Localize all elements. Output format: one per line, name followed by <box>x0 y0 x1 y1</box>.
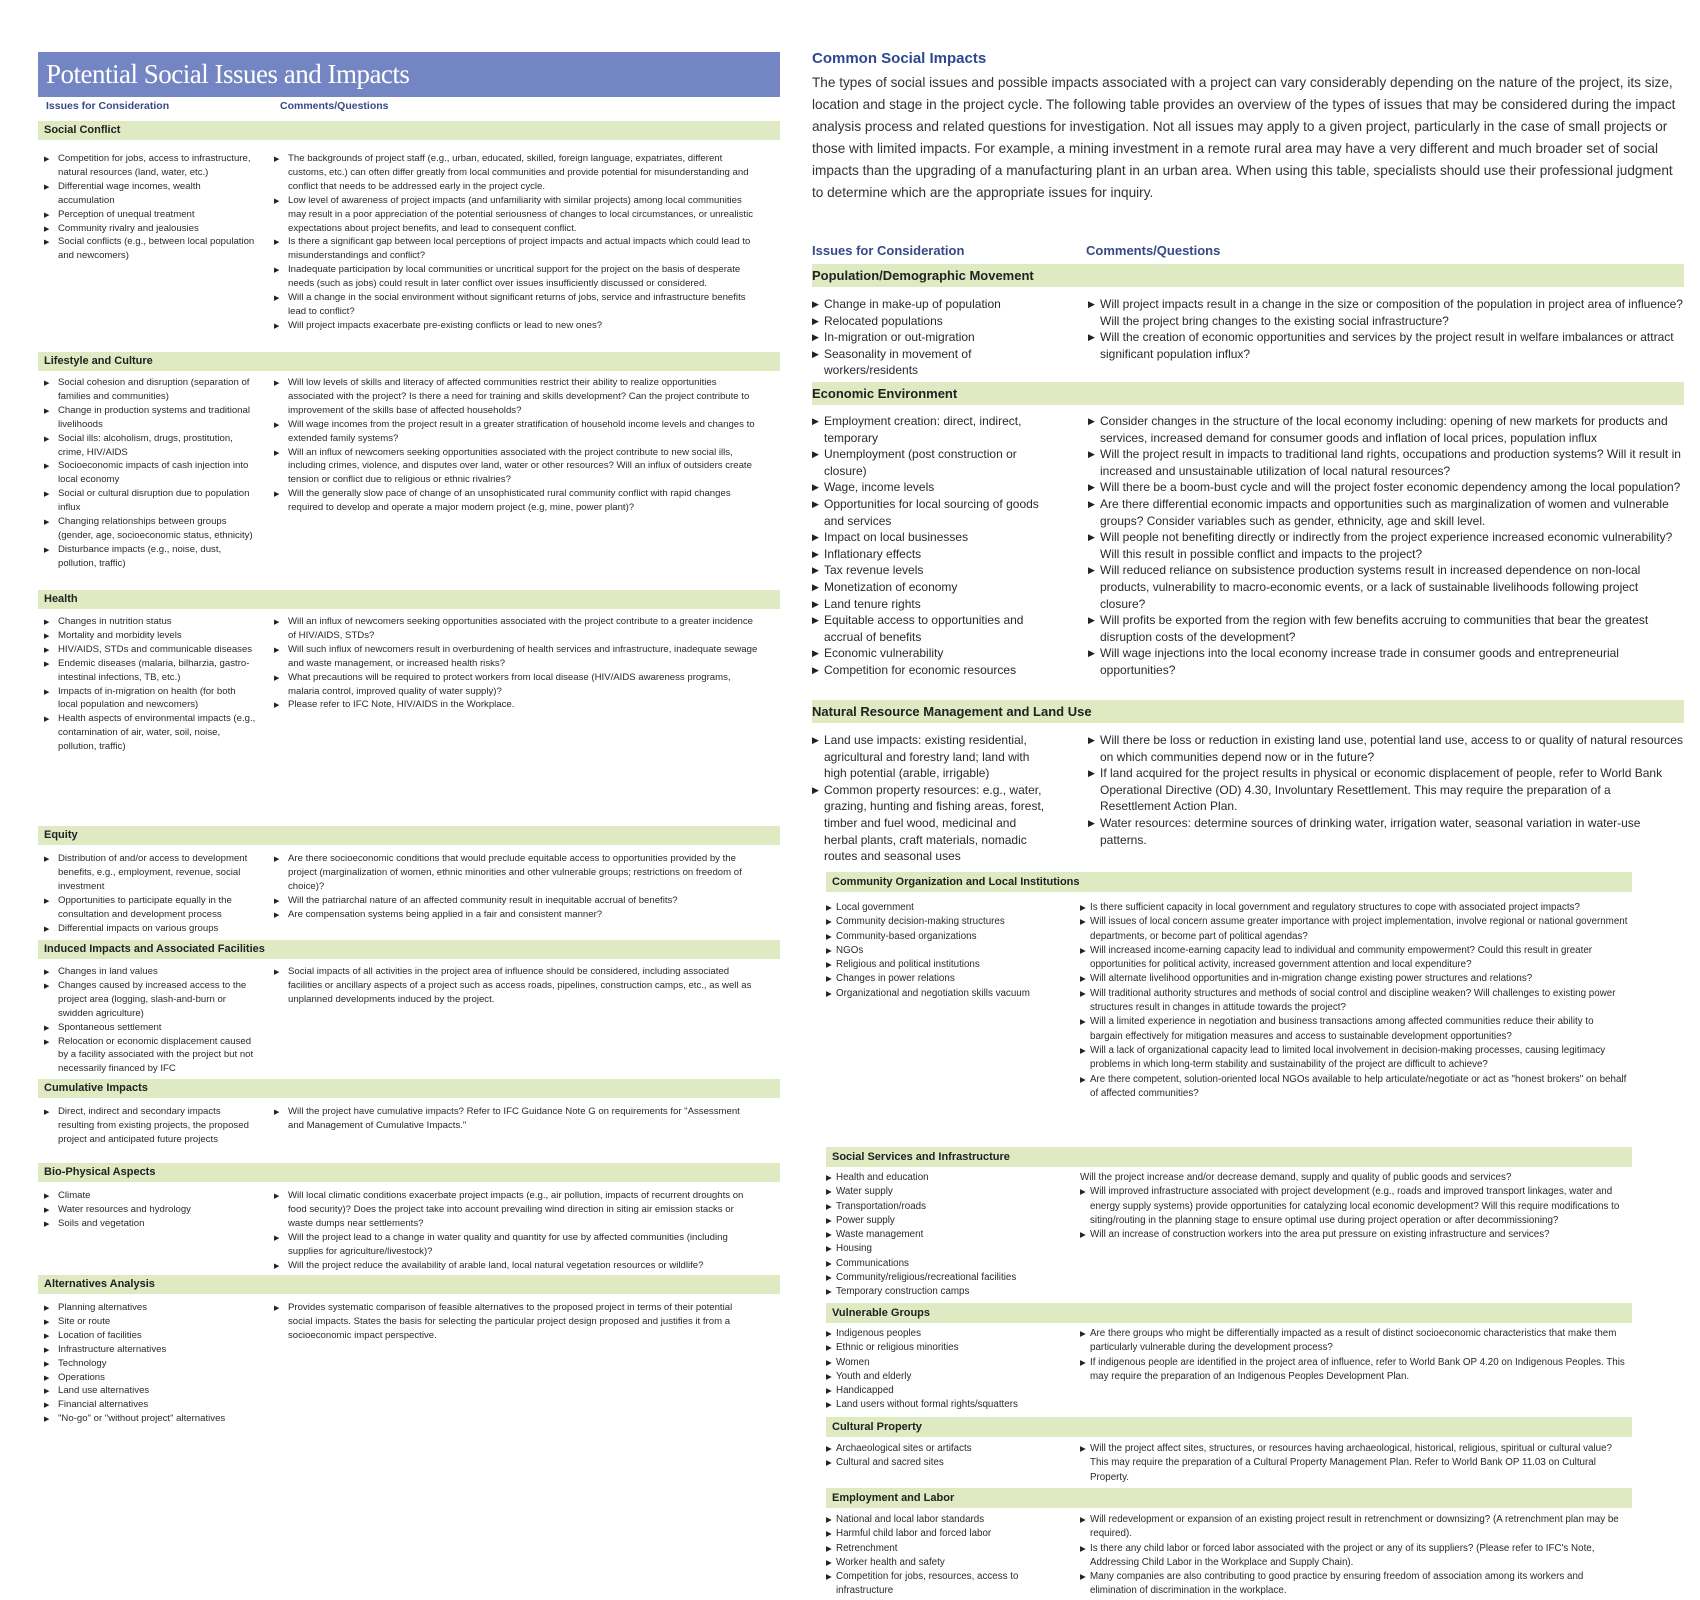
list-item: ▶ Social cohesion and disruption (separation of families and communities) <box>44 376 256 404</box>
list-item: ▶ Will there be loss or reduction in existing land use, potential land use, access to or quality of natural resources on which communities depend now or in the future? <box>1088 732 1684 765</box>
list-item: ▶ Economic vulnerability <box>812 645 1050 662</box>
list-item: ▶ Women <box>826 1356 1054 1370</box>
list-item: ▶ Employment creation: direct, indirect, temporary <box>812 413 1050 446</box>
section-body-community-organization <box>826 901 1628 1101</box>
list-item: ▶ Power supply <box>826 1214 1054 1228</box>
list-item: ▶ Competition for jobs, access to infrastructure, natural resources (land, water, etc.) <box>44 152 256 180</box>
comments-list <box>274 852 758 935</box>
list-item: ▶ Religious and political institutions <box>826 958 1054 972</box>
section-header-social-conflict: Social Conflict <box>38 121 780 140</box>
issues-list <box>44 1189 256 1272</box>
section-header-vulnerable-groups: Vulnerable Groups <box>826 1303 1632 1323</box>
issues-list <box>826 1327 1054 1413</box>
list-item: ▶ Mortality and morbidity levels <box>44 629 256 643</box>
list-item: ▶ Socioeconomic impacts of cash injection into local economy <box>44 459 256 487</box>
issues-list <box>826 1171 1054 1300</box>
comments-column-header: Comments/Questions <box>280 100 389 112</box>
list-item: ▶ Will improved infrastructure associated with project development (e.g., roads and improved transport linkages, water and energy supply systems) provide opportunities for catalyzing local economic development? Will this require modifications to siting/routing in the planning stage to ensure optimal use during project operation or after decommissioning? <box>1080 1185 1628 1228</box>
list-item: ▶ Competition for economic resources <box>812 662 1050 679</box>
list-item: ▶ Will the project have cumulative impacts? Refer to IFC Guidance Note G on requirements for "Assessment and Management of Cumulative Impacts." <box>274 1105 758 1133</box>
section-body-alternatives <box>38 1301 758 1426</box>
list-item: ▶ Changes caused by increased access to the project area (logging, slash-and-burn or swidden agriculture) <box>44 979 256 1021</box>
list-item: ▶ If land acquired for the project results in physical or economic displacement of people, refer to World Bank Operational Directive (OD) 4.30, Involuntary Resettlement. This may require the preparation of a Resettlement Action Plan. <box>1088 765 1684 815</box>
section-body-employment-labor <box>826 1513 1628 1599</box>
section-header-community-organization: Community Organization and Local Institutions <box>826 872 1632 892</box>
list-item: ▶ Perception of unequal treatment <box>44 208 256 222</box>
section-header-induced-impacts: Induced Impacts and Associated Facilities <box>38 940 780 959</box>
issues-list <box>826 1513 1054 1599</box>
issues-list <box>826 1442 1054 1485</box>
list-item: ▶ Land use impacts: existing residential, agricultural and forestry land; land with high potential (arable, irrigable) <box>812 732 1050 782</box>
section-header-equity: Equity <box>38 826 780 845</box>
list-item: ▶ Endemic diseases (malaria, bilharzia, gastro-intestinal infections, TB, etc.) <box>44 657 256 685</box>
list-item: ▶ Wage, income levels <box>812 479 1050 496</box>
list-item: ▶ Will the patriarchal nature of an affected community result in inequitable accrual of benefits? <box>274 894 758 908</box>
section-body-natural-resource <box>812 732 1684 865</box>
issues-list <box>44 965 256 1076</box>
list-item: ▶ Are there differential economic impacts and opportunities such as marginalization of women and vulnerable groups? Consider variables such as gender, ethnicity, age and skill level. <box>1088 496 1684 529</box>
list-item: ▶ Infrastructure alternatives <box>44 1343 256 1357</box>
comments-list <box>274 965 758 1076</box>
comments-list <box>274 376 758 571</box>
list-item: ▶ Changes in nutrition status <box>44 615 256 629</box>
list-item: ▶ Relocation or economic displacement caused by a facility associated with the project but not necessarily financed by IFC <box>44 1035 256 1077</box>
list-item: ▶ Operations <box>44 1371 256 1385</box>
section-header-lifestyle-culture: Lifestyle and Culture <box>38 352 780 371</box>
list-item: ▶ Local government <box>826 901 1054 915</box>
comments-list <box>1088 413 1684 679</box>
list-item: ▶ Community rivalry and jealousies <box>44 222 256 236</box>
list-item: ▶ Land users without formal rights/squatters <box>826 1398 1054 1412</box>
list-item: ▶ Will wage incomes from the project result in a greater stratification of household income levels and changes to extended family systems? <box>274 418 758 446</box>
list-item: ▶ Impact on local businesses <box>812 529 1050 546</box>
list-item: ▶ Monetization of economy <box>812 579 1050 596</box>
list-item: ▶ Provides systematic comparison of feasible alternatives to the proposed project in terms of their potential social impacts. States the basis for selecting the particular project design proposed and justifies it from a socioeconomic impact perspective. <box>274 1301 758 1343</box>
section-header-natural-resource: Natural Resource Management and Land Use <box>812 700 1684 723</box>
list-item: ▶ Community/religious/recreational facilities <box>826 1271 1054 1285</box>
list-item: ▶ Will the project lead to a change in water quality and quantity for use by affected communities (including supplies for agriculture/livestock)? <box>274 1231 758 1259</box>
list-item: ▶ Will profits be exported from the region with few benefits accruing to communities that bear the greatest disruption costs of the development? <box>1088 612 1684 645</box>
section-body-social-conflict <box>38 152 758 333</box>
list-item: ▶ Will a lack of organizational capacity lead to limited local involvement in decision-making processes, causing legitimacy problems in which long-term stability and sustainability of the project are difficult to achieve? <box>1080 1044 1628 1073</box>
comments-list <box>1088 732 1684 865</box>
list-item: ▶ Will people not benefiting directly or indirectly from the project experience increased economic vulnerability? Will this result in possible conflict and impacts to the project? <box>1088 529 1684 562</box>
list-item: ▶ Low level of awareness of project impacts (and unfamiliarity with similar projects) among local communities may result in a poor appreciation of the potential seriousness of changes to local circumstances, or unrealistic expectations about project benefits, and lead to consequent conflict. <box>274 194 758 236</box>
section-header-bio-physical: Bio-Physical Aspects <box>38 1163 780 1182</box>
issues-column-header: Issues for Consideration <box>46 100 170 112</box>
section-header-population: Population/Demographic Movement <box>812 264 1684 287</box>
list-item: ▶ Communications <box>826 1257 1054 1271</box>
list-item: ▶ Is there a significant gap between local perceptions of project impacts and actual impacts which could lead to misunderstandings and conflict? <box>274 235 758 263</box>
list-item: ▶ HIV/AIDS, STDs and communicable diseases <box>44 643 256 657</box>
list-item: ▶ Many companies are also contributing to good practice by ensuring freedom of association among its workers and elimination of discrimination in the workplace. <box>1080 1570 1628 1599</box>
section-body-vulnerable-groups <box>826 1327 1628 1413</box>
comments-list <box>1080 1185 1628 1242</box>
issues-list <box>44 1105 256 1147</box>
section-body-equity <box>38 852 758 935</box>
list-item: ▶ Land tenure rights <box>812 596 1050 613</box>
list-item: ▶ Inadequate participation by local communities or uncritical support for the project on the basis of desperate needs (such as jobs) could result in later conflict over issues insufficiently discussed or considered. <box>274 263 758 291</box>
list-item: ▶ Cultural and sacred sites <box>826 1456 1054 1470</box>
list-item: ▶ The backgrounds of project staff (e.g., urban, educated, skilled, foreign language, expatriates, different customs, etc.) can often differ greatly from local communities and provide potential for misunderstanding and conflict that needs to be addressed early in the project cycle. <box>274 152 758 194</box>
list-item: ▶ Are there socioeconomic conditions that would preclude equitable access to opportunities provided by the project (marginalization of women, ethnic minorities and other vulnerable groups; restrictions on freedom of choice)? <box>274 852 758 894</box>
list-item: ▶ Will the project result in impacts to traditional land rights, occupations and production systems? Will it result in increased and unsustainable utilization of local natural resources? <box>1088 446 1684 479</box>
list-item: ▶ Opportunities for local sourcing of goods and services <box>812 496 1050 529</box>
intro-paragraph: The types of social issues and possible impacts associated with a project can vary considerably depending on the nature of the project, its size, location and stage in the project cycle. The following table provides an overview of the types of issues that may be considered during the impact analysis process and related questions for investigation. Not all issues may apply to a given project, particularly in the case of small projects or those with limited impacts. For example, a mining investment in a remote rural area may have a very different and much broader set of social impacts than the upgrading of a manufacturing plant in an urban area. When using this table, specialists should use their professional judgment to determine which are the appropriate issues for inquiry. <box>812 75 1676 200</box>
comments-list <box>1080 1513 1628 1599</box>
list-item: ▶ Youth and elderly <box>826 1370 1054 1384</box>
list-item: ▶ Archaeological sites or artifacts <box>826 1442 1054 1456</box>
list-item: ▶ Harmful child labor and forced labor <box>826 1527 1054 1541</box>
comments-list <box>274 1301 758 1426</box>
section-body-cumulative-impacts <box>38 1105 758 1147</box>
list-item: ▶ Is there any child labor or forced labor associated with the project or any of its suppliers? (Please refer to IFC's Note, Addressing Child Labor in the Workplace and Supply Chain). <box>1080 1542 1628 1571</box>
list-item: ▶ Soils and vegetation <box>44 1217 256 1231</box>
list-item: ▶ Changing relationships between groups (gender, age, socioeconomic status, ethnicity) <box>44 515 256 543</box>
list-item: ▶ Change in production systems and traditional livelihoods <box>44 404 256 432</box>
list-item: ▶ Will issues of local concern assume greater importance with project implementation, involve regional or national government departments, or become part of political agendas? <box>1080 915 1628 944</box>
comments-list <box>274 152 758 333</box>
comments-lead: Will the project increase and/or decrease demand, supply and quality of public goods and services? <box>1080 1172 1512 1183</box>
list-item: ▶ Waste management <box>826 1228 1054 1242</box>
section-body-induced-impacts <box>38 965 758 1076</box>
list-item: ▶ Organizational and negotiation skills vacuum <box>826 987 1054 1001</box>
list-item: ▶ Transportation/roads <box>826 1200 1054 1214</box>
list-item: ▶ Health and education <box>826 1171 1054 1185</box>
list-item: ▶ Social impacts of all activities in the project area of influence should be considered, including associated facilities or ancillary aspects of a project such as access roads, pipelines, construction camps, etc., as well as unplanned developments induced by the project. <box>274 965 758 1007</box>
comments-list <box>274 1189 758 1272</box>
list-item: ▶ Will low levels of skills and literacy of affected communities restrict their ability to realize opportunities associated with the project? Is there a need for training and skills development? Can the project contribute to improvement of the skills base of affected households? <box>274 376 758 418</box>
section-header-economic: Economic Environment <box>812 382 1684 405</box>
issues-list <box>812 296 1050 379</box>
list-item: ▶ Will a limited experience in negotiation and business transactions among affected communities reduce their ability to bargain effectively for mitigation measures and access to sustainable development opportunities? <box>1080 1015 1628 1044</box>
list-item: ▶ Change in make-up of population <box>812 296 1050 313</box>
section-body-health <box>38 615 758 754</box>
list-item: ▶ What precautions will be required to protect workers from local disease (HIV/AIDS awareness programs, malaria control, improved quality of water supply)? <box>274 671 758 699</box>
list-item: ▶ Competition for jobs, resources, access to infrastructure <box>826 1570 1054 1599</box>
list-item: ▶ Will the creation of economic opportunities and services by the project result in welfare imbalances or attract significant population influx? <box>1088 329 1684 362</box>
list-item: ▶ Worker health and safety <box>826 1556 1054 1570</box>
issues-list <box>826 901 1054 1101</box>
list-item: ▶ Land use alternatives <box>44 1384 256 1398</box>
list-item: ▶ "No-go" or "without project" alternatives <box>44 1412 256 1426</box>
section-body-economic <box>812 413 1684 679</box>
list-item: ▶ Will redevelopment or expansion of an existing project result in retrenchment or downsizing? (A retrenchment plan may be required). <box>1080 1513 1628 1542</box>
section-header-cultural-property: Cultural Property <box>826 1417 1632 1437</box>
list-item: ▶ Please refer to IFC Note, HIV/AIDS in the Workplace. <box>274 698 758 712</box>
comments-list <box>274 1105 758 1147</box>
list-item: ▶ Technology <box>44 1357 256 1371</box>
list-item: ▶ Direct, indirect and secondary impacts resulting from existing projects, the proposed project and anticipated future projects <box>44 1105 256 1147</box>
list-item: ▶ Will a change in the social environment without significant returns of jobs, service and infrastructure benefits lead to conflict? <box>274 291 758 319</box>
list-item: ▶ Ethnic or religious minorities <box>826 1341 1054 1355</box>
list-item: ▶ Differential wage incomes, wealth accumulation <box>44 180 256 208</box>
list-item: ▶ Will traditional authority structures and methods of social control and discipline weaken? Will challenges to existing power structures result in changes in attitude towards the project? <box>1080 987 1628 1016</box>
list-item: ▶ National and local labor standards <box>826 1513 1054 1527</box>
list-item: ▶ Will such influx of newcomers result in overburdening of health services and infrastructure, inadequate sewage and waste management, or increased health risks? <box>274 643 758 671</box>
section-header-cumulative-impacts: Cumulative Impacts <box>38 1079 780 1098</box>
page-title-banner: Potential Social Issues and Impacts <box>38 52 780 97</box>
comments-block <box>1080 1171 1628 1300</box>
list-item: ▶ Seasonality in movement of workers/residents <box>812 346 1050 379</box>
list-item: ▶ Changes in power relations <box>826 972 1054 986</box>
list-item: ▶ Location of facilities <box>44 1329 256 1343</box>
list-item: ▶ Will alternate livelihood opportunities and in-migration change existing power structures and relations? <box>1080 972 1628 986</box>
comments-list <box>1080 901 1628 1101</box>
list-item: ▶ Will an influx of newcomers seeking opportunities associated with the project contribute to new social ills, including crimes, violence, and disputes over land, water or other resources? Will an influx of outsiders create tension or conflict due to religious or ethnic rivalries? <box>274 446 758 488</box>
list-item: ▶ Will an increase of construction workers into the area put pressure on existing infrastructure and services? <box>1080 1228 1628 1242</box>
list-item: ▶ Temporary construction camps <box>826 1285 1054 1299</box>
issues-column-header: Issues for Consideration <box>812 243 965 258</box>
list-item: ▶ Spontaneous settlement <box>44 1021 256 1035</box>
list-item: ▶ Consider changes in the structure of the local economy including: opening of new markets for products and services, increased demand for consumer goods and inflation of local prices, population influx <box>1088 413 1684 446</box>
list-item: ▶ Distribution of and/or access to development benefits, e.g., employment, revenue, social investment <box>44 852 256 894</box>
list-item: ▶ Financial alternatives <box>44 1398 256 1412</box>
list-item: ▶ Will the project reduce the availability of arable land, local natural vegetation resources or wildlife? <box>274 1259 758 1273</box>
list-item: ▶ Will wage injections into the local economy increase trade in consumer goods and entrepreneurial opportunities? <box>1088 645 1684 678</box>
list-item: ▶ Common property resources: e.g., water, grazing, hunting and fishing areas, forest, timber and fuel wood, medicinal and herbal plants, craft materials, nomadic routes and seasonal uses <box>812 782 1050 865</box>
section-header-employment-labor: Employment and Labor <box>826 1488 1632 1508</box>
section-body-cultural-property <box>826 1442 1628 1485</box>
list-item: ▶ Health aspects of environmental impacts (e.g., contamination of air, water, soil, noise, pollution, traffic) <box>44 712 256 754</box>
comments-list <box>1080 1327 1628 1413</box>
list-item: ▶ Tax revenue levels <box>812 562 1050 579</box>
list-item: ▶ Relocated populations <box>812 313 1050 330</box>
comments-list <box>1080 1442 1628 1485</box>
list-item: ▶ Will project impacts exacerbate pre-existing conflicts or lead to new ones? <box>274 319 758 333</box>
list-item: ▶ Are compensation systems being applied in a fair and consistent manner? <box>274 908 758 922</box>
section-body-bio-physical <box>38 1189 758 1272</box>
list-item: ▶ Planning alternatives <box>44 1301 256 1315</box>
list-item: ▶ Water supply <box>826 1185 1054 1199</box>
list-item: ▶ Will an influx of newcomers seeking opportunities associated with the project contribute to a greater incidence of HIV/AIDS, STDs? <box>274 615 758 643</box>
list-item: ▶ Equitable access to opportunities and accrual of benefits <box>812 612 1050 645</box>
list-item: ▶ Changes in land values <box>44 965 256 979</box>
list-item: ▶ Social or cultural disruption due to population influx <box>44 487 256 515</box>
section-header-health: Health <box>38 590 780 609</box>
list-item: ▶ Retrenchment <box>826 1542 1054 1556</box>
section-body-lifestyle-culture <box>38 376 758 571</box>
list-item: ▶ Site or route <box>44 1315 256 1329</box>
list-item: ▶ Water resources and hydrology <box>44 1203 256 1217</box>
list-item: ▶ Will increased income-earning capacity lead to individual and community empowerment? Could this result in greater opportunities for political activity, increased government attention and local expenditure? <box>1080 944 1628 973</box>
issues-list <box>44 1301 256 1426</box>
list-item: ▶ Climate <box>44 1189 256 1203</box>
issues-list <box>44 376 256 571</box>
list-item: ▶ Inflationary effects <box>812 546 1050 563</box>
issues-list <box>812 732 1050 865</box>
list-item: ▶ NGOs <box>826 944 1054 958</box>
intro-heading: Common Social Impacts <box>812 50 987 67</box>
issues-list <box>44 615 256 754</box>
list-item: ▶ Are there groups who might be differentially impacted as a result of distinct socioeconomic characteristics that make them particularly vulnerable during the development process? <box>1080 1327 1628 1356</box>
list-item: ▶ Differential impacts on various groups <box>44 922 256 936</box>
list-item: ▶ Will reduced reliance on subsistence production systems result in increased dependence on non-local products, vulnerability to macro-economic events, or a lack of sustainable livelihoods following project closure? <box>1088 562 1684 612</box>
list-item: ▶ Are there competent, solution-oriented local NGOs available to help articulate/negotiate or act as "honest brokers" on behalf of affected communities? <box>1080 1073 1628 1102</box>
list-item: ▶ Will local climatic conditions exacerbate project impacts (e.g., air pollution, impacts of recurrent droughts on food security)? Does the project take into account prevailing wind direction in siting air emission stacks or waste dumps near settlements? <box>274 1189 758 1231</box>
list-item: ▶ Will the generally slow pace of change of an unsophisticated rural community conflict with rapid changes required to develop and operate a major modern project (e.g, mine, power plant)? <box>274 487 758 515</box>
list-item: ▶ Water resources: determine sources of drinking water, irrigation water, seasonal variation in water-use patterns. <box>1088 815 1684 848</box>
list-item: ▶ Will there be a boom-bust cycle and will the project foster economic dependency among the local population? <box>1088 479 1684 496</box>
list-item: ▶ Handicapped <box>826 1384 1054 1398</box>
list-item: ▶ Unemployment (post construction or closure) <box>812 446 1050 479</box>
issues-list <box>44 852 256 935</box>
comments-list <box>274 615 758 754</box>
list-item: ▶ Community-based organizations <box>826 930 1054 944</box>
list-item: ▶ Community decision-making structures <box>826 915 1054 929</box>
section-header-social-services: Social Services and Infrastructure <box>826 1147 1632 1167</box>
list-item: ▶ Social conflicts (e.g., between local population and newcomers) <box>44 235 256 263</box>
section-body-social-services <box>826 1171 1628 1300</box>
comments-list <box>1088 296 1684 379</box>
list-item: ▶ Indigenous peoples <box>826 1327 1054 1341</box>
list-item: ▶ Will the project affect sites, structures, or resources having archaeological, historical, religious, spiritual or cultural value? This may require the preparation of a Cultural Property Management Plan. Refer to World Bank OP 11.03 on Cultural Property. <box>1080 1442 1628 1485</box>
list-item: ▶ Opportunities to participate equally in the consultation and development process <box>44 894 256 922</box>
list-item: ▶ Is there sufficient capacity in local government and regulatory structures to cope with associated project impacts? <box>1080 901 1628 915</box>
list-item: ▶ Will project impacts result in a change in the size or composition of the population in project area of influence? Will the project bring changes to the existing social infrastructure? <box>1088 296 1684 329</box>
section-body-population <box>812 296 1684 379</box>
list-item: ▶ Housing <box>826 1242 1054 1256</box>
issues-list <box>812 413 1050 679</box>
issues-list <box>44 152 256 333</box>
list-item: ▶ In-migration or out-migration <box>812 329 1050 346</box>
list-item: ▶ If indigenous people are identified in the project area of influence, refer to World Bank OP 4.20 on Indigenous Peoples. This may require the preparation of an Indigenous Peoples Development Plan. <box>1080 1356 1628 1385</box>
section-header-alternatives: Alternatives Analysis <box>38 1275 780 1294</box>
comments-column-header: Comments/Questions <box>1086 243 1221 258</box>
list-item: ▶ Social ills: alcoholism, drugs, prostitution, crime, HIV/AIDS <box>44 432 256 460</box>
list-item: ▶ Impacts of in-migration on health (for both local population and newcomers) <box>44 685 256 713</box>
list-item: ▶ Disturbance impacts (e.g., noise, dust, pollution, traffic) <box>44 543 256 571</box>
